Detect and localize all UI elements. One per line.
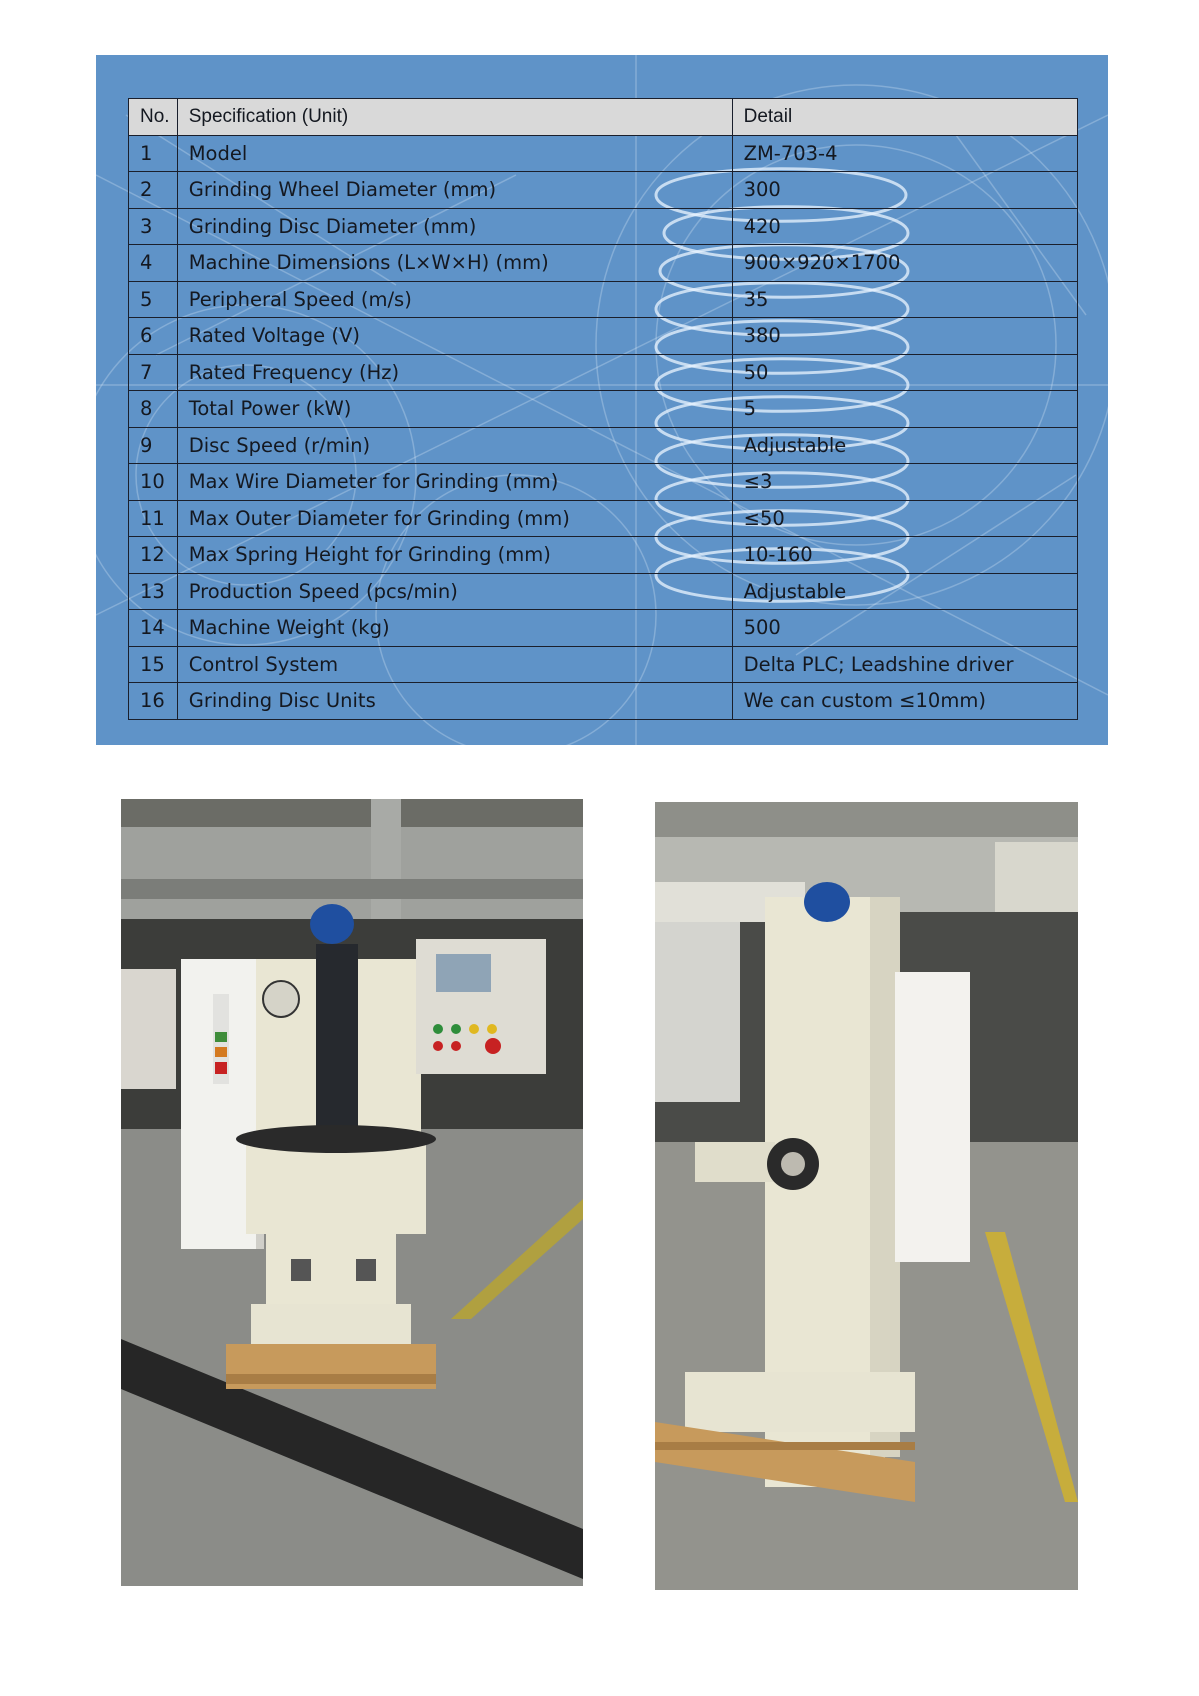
spec-detail: 50 [732, 354, 1077, 391]
machine-front-photo [121, 799, 583, 1586]
row-number: 8 [129, 391, 178, 428]
row-number: 14 [129, 610, 178, 647]
spec-name: Peripheral Speed (m/s) [177, 281, 732, 318]
row-number: 5 [129, 281, 178, 318]
row-number: 9 [129, 427, 178, 464]
table-row [129, 573, 1078, 610]
specification-table-body [129, 135, 1078, 719]
spec-detail: ≤3 [732, 464, 1077, 501]
row-number: 6 [129, 318, 178, 355]
table-row [129, 500, 1078, 537]
table-row [129, 537, 1078, 574]
row-number: 12 [129, 537, 178, 574]
header-detail: Detail [732, 99, 1077, 136]
row-number: 10 [129, 464, 178, 501]
spec-detail: Delta PLC; Leadshine driver [732, 646, 1077, 683]
header-spec: Specification (Unit) [177, 99, 732, 136]
row-number: 7 [129, 354, 178, 391]
spec-detail: 35 [732, 281, 1077, 318]
spec-name: Machine Weight (kg) [177, 610, 732, 647]
spec-detail: 500 [732, 610, 1077, 647]
row-number: 4 [129, 245, 178, 282]
table-row [129, 610, 1078, 647]
spec-detail: 380 [732, 318, 1077, 355]
spec-name: Machine Dimensions (L×W×H) (mm) [177, 245, 732, 282]
row-number: 2 [129, 172, 178, 209]
spec-name: Grinding Wheel Diameter (mm) [177, 172, 732, 209]
table-row [129, 208, 1078, 245]
spec-name: Max Spring Height for Grinding (mm) [177, 537, 732, 574]
table-row [129, 172, 1078, 209]
spec-panel [96, 55, 1108, 745]
table-row [129, 464, 1078, 501]
table-row [129, 245, 1078, 282]
spec-detail: 420 [732, 208, 1077, 245]
spec-name: Grinding Disc Diameter (mm) [177, 208, 732, 245]
spec-detail: 10-160 [732, 537, 1077, 574]
row-number: 3 [129, 208, 178, 245]
spec-detail: Adjustable [732, 427, 1077, 464]
table-row [129, 646, 1078, 683]
spec-name: Control System [177, 646, 732, 683]
spec-name: Production Speed (pcs/min) [177, 573, 732, 610]
spec-detail: Adjustable [732, 573, 1077, 610]
table-row [129, 391, 1078, 428]
spec-name: Max Outer Diameter for Grinding (mm) [177, 500, 732, 537]
spec-detail: 5 [732, 391, 1077, 428]
header-no: No. [129, 99, 178, 136]
table-row [129, 318, 1078, 355]
table-row [129, 135, 1078, 172]
table-row [129, 683, 1078, 720]
table-row [129, 281, 1078, 318]
spec-detail: 300 [732, 172, 1077, 209]
row-number: 13 [129, 573, 178, 610]
spec-detail: 900×920×1700 [732, 245, 1077, 282]
spec-detail: We can custom ≤10mm) [732, 683, 1077, 720]
spec-name: Grinding Disc Units [177, 683, 732, 720]
row-number: 1 [129, 135, 178, 172]
table-row [129, 354, 1078, 391]
table-row [129, 427, 1078, 464]
row-number: 15 [129, 646, 178, 683]
spec-name: Total Power (kW) [177, 391, 732, 428]
machine-side-photo [655, 802, 1078, 1590]
spec-name: Rated Frequency (Hz) [177, 354, 732, 391]
spec-name: Rated Voltage (V) [177, 318, 732, 355]
row-number: 16 [129, 683, 178, 720]
spec-name: Max Wire Diameter for Grinding (mm) [177, 464, 732, 501]
specification-table [128, 98, 1078, 720]
spec-name: Disc Speed (r/min) [177, 427, 732, 464]
table-header-row [129, 99, 1078, 136]
spec-detail: ≤50 [732, 500, 1077, 537]
row-number: 11 [129, 500, 178, 537]
spec-name: Model [177, 135, 732, 172]
spec-detail: ZM-703-4 [732, 135, 1077, 172]
